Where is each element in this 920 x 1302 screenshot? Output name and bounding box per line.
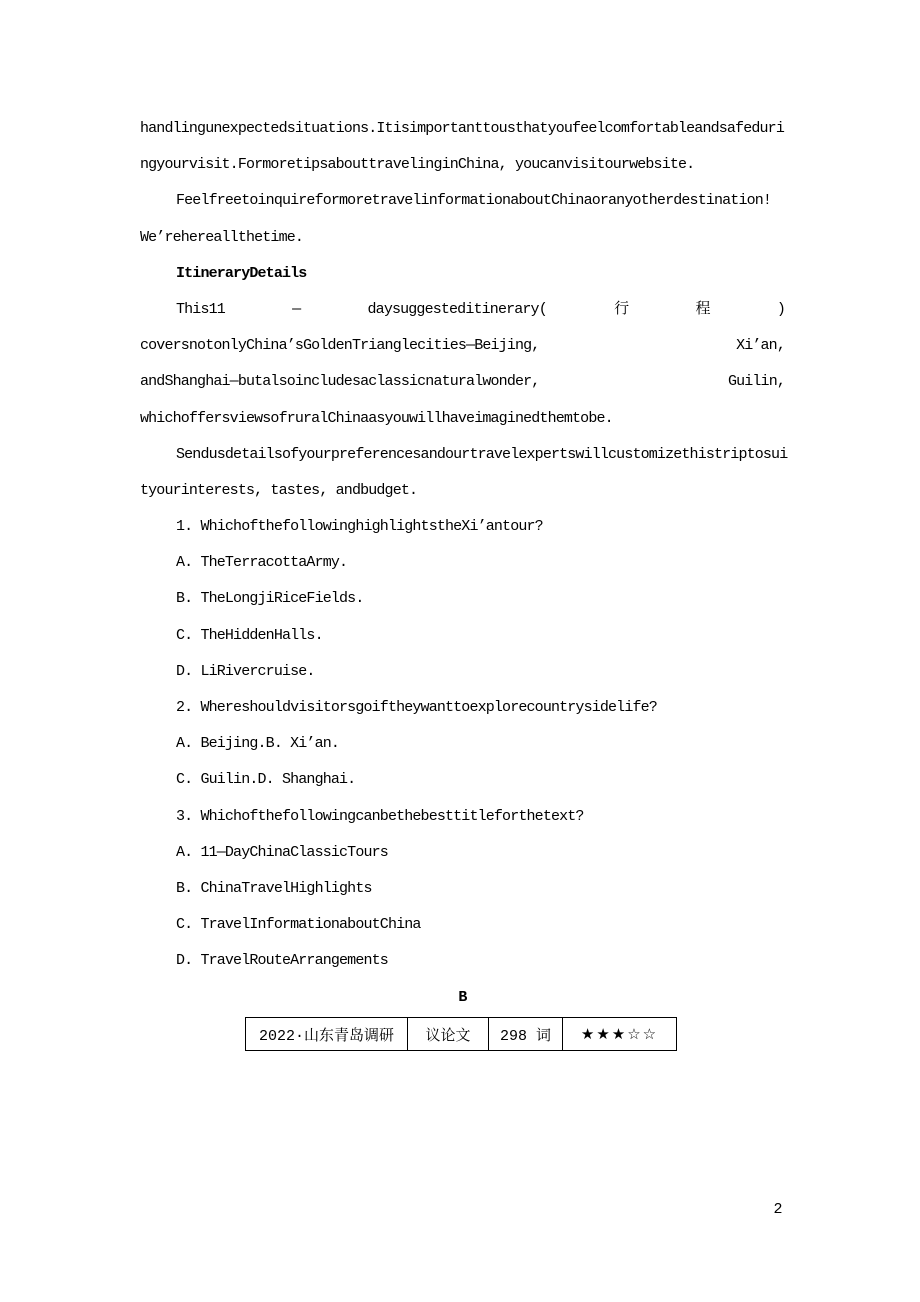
itinerary-justified-line2 xyxy=(140,328,785,364)
page-number: 2 xyxy=(773,1201,783,1218)
meta-genre-cell: 议论文 xyxy=(408,1017,489,1051)
meta-source-cell: 2022·山东青岛调研 xyxy=(245,1017,408,1051)
meta-word-count-cell: 298 词 xyxy=(489,1017,563,1051)
justified-segment: — xyxy=(292,300,301,318)
question-1-option-c: C. TheHiddenHalls. xyxy=(176,626,323,644)
question-3-option-a: A. 11—DayChinaClassicTours xyxy=(176,843,388,861)
paragraph2-line1: FeelfreetoinquireformoretravelinformationaboutChinaoranyotherdestination! xyxy=(176,192,772,210)
paragraph1-line2: ngyourvisit.FormoretipsabouttravelinginChina, youcanvisitourwebsite. xyxy=(140,156,695,174)
justified-segment: This11 xyxy=(176,300,225,318)
justified-segment: andShanghai—butalsoincludesaclassicnaturalwonder, xyxy=(140,373,540,391)
document-body xyxy=(140,111,788,1016)
question-1: 1. WhichofthefollowinghighlightstheXi’antour? xyxy=(176,518,543,536)
question-3-option-b: B. ChinaTravelHighlights xyxy=(176,879,372,897)
question-1-option-b: B. TheLongjiRiceFields. xyxy=(176,590,364,608)
justified-segment: Xi’an, xyxy=(736,337,785,355)
passage-meta-table xyxy=(245,1017,677,1051)
justified-segment: coversnotonlyChina’sGoldenTrianglecities—Beijing, xyxy=(140,337,540,355)
itinerary-line4: whichoffersviewsofruralChinaasyouwillhaveimaginedthemtobe. xyxy=(140,409,613,427)
justified-segment: 程 xyxy=(695,300,710,318)
heading-itinerary-details: ItineraryDetails xyxy=(176,264,307,282)
justified-segment: ) xyxy=(776,300,785,318)
justified-segment: daysuggesteditinerary( xyxy=(367,300,547,318)
meta-difficulty-stars-cell: ★★★☆☆ xyxy=(563,1017,677,1051)
paragraph1-line1: handlingunexpectedsituations.Itisimportanttousthatyoufeelcomfortableandsafeduri xyxy=(140,120,784,137)
question-1-option-a: A. TheTerracottaArmy. xyxy=(176,554,348,572)
question-2-options-ab: A. Beijing.B. Xi’an. xyxy=(176,735,340,753)
paragraph3-line2: tyourinterests, tastes, andbudget. xyxy=(140,481,418,499)
question-1-option-d: D. LiRivercruise. xyxy=(176,662,315,680)
question-3-option-d: D. TravelRouteArrangements xyxy=(176,952,388,970)
section-label-b: B xyxy=(458,988,467,1006)
question-3: 3. Whichofthefollowingcanbethebesttitleforthetext? xyxy=(176,807,584,825)
question-3-option-c: C. TravelInformationaboutChina xyxy=(176,916,421,934)
question-2: 2. Whereshouldvisitorsgoiftheywanttoexplorecountrysidelife? xyxy=(176,699,657,716)
paragraph2-line2: We’rehereallthetime. xyxy=(140,228,304,246)
paragraph3-line1: Sendusdetailsofyourpreferencesandourtravelexpertswillcustomizethistriptosui xyxy=(176,445,788,463)
itinerary-justified-line1 xyxy=(140,292,785,328)
justified-segment: 行 xyxy=(614,300,629,318)
question-2-options-cd: C. Guilin.D. Shanghai. xyxy=(176,771,356,789)
justified-segment: Guilin, xyxy=(727,373,785,391)
itinerary-justified-line3 xyxy=(140,364,785,400)
